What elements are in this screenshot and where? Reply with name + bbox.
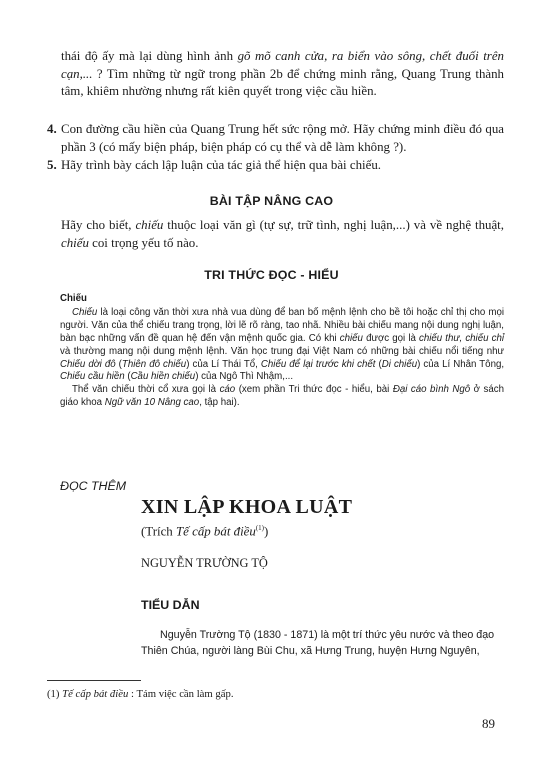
footnote-divider: [47, 680, 141, 681]
question-number: 4.: [47, 122, 57, 136]
knowledge-text: , tập hai).: [199, 397, 240, 409]
knowledge-text: ở sách giáo khoa: [60, 384, 504, 409]
article-subtitle: [141, 524, 268, 539]
knowledge-heading: TRI THỨC ĐỌC - HIỂU: [204, 268, 339, 282]
knowledge-italic-term: Đại cáo bình Ngô: [392, 384, 471, 396]
knowledge-paragraph-1: [60, 307, 504, 384]
knowledge-body: [60, 293, 504, 410]
question-4: [47, 121, 504, 156]
question-text: Con đường cầu hiền của Quang Trung hết sức rộng mở. Hãy chứng minh điều đó qua phần 3 (có mấy biện pháp, biện pháp có cụ thể và dễ làm không ?).: [61, 122, 504, 154]
further-reading-label: ĐỌC THÊM: [60, 479, 127, 493]
knowledge-term: Chiếu: [60, 293, 87, 304]
knowledge-text: (: [124, 371, 131, 383]
knowledge-italic-term: chiếu thư, chiếu chỉ: [419, 332, 504, 344]
question-5: [47, 157, 504, 175]
knowledge-italic-term: Chiếu cầu hiền: [60, 371, 125, 383]
knowledge-text: là loại công văn thời xưa nhà vua dùng để ban bố mệnh lệnh cho bề tôi hoặc chỉ thị cho mọi người. Văn của thể chiếu trang trọng, lời lẽ rõ ràng, tao nhã. Nhiều bài chiếu mang nội dung nghị luận, bàn bạc những vấn đề quan hệ đến vận mệnh quốc gia. Có khi: [60, 306, 504, 344]
knowledge-italic-term: Thiên đô chiếu: [121, 358, 187, 370]
page-number: 89: [482, 716, 495, 731]
knowledge-italic-term: Cầu hiền chiếu: [130, 371, 196, 383]
knowledge-italic-term: Chiếu: [72, 306, 98, 318]
knowledge-text: (: [115, 358, 122, 370]
knowledge-text: ) của Ngô Thì Nhậm,...: [195, 371, 294, 383]
exercise-text: coi trọng yếu tố nào.: [88, 235, 199, 250]
paragraph-text-end: ? Tìm những từ ngữ trong phần 2b để chứng minh rằng, Quang Trung thành tâm, khiêm nhường nhưng rất kiên quyết trong việc cầu hiền.: [61, 66, 504, 98]
knowledge-italic-term: Di chiếu: [381, 358, 418, 370]
exercise-term: chiếu: [61, 235, 89, 250]
footnote: [47, 688, 234, 700]
advanced-exercise: [61, 217, 504, 252]
knowledge-italic-term: Chiếu để lại trước khi chết: [260, 358, 376, 370]
subtitle-text: ): [264, 524, 269, 539]
knowledge-text: và thường mang nội dung mệnh lệnh. Văn học trung đại Việt Nam có những bài chiếu nổi tiếng như: [60, 345, 504, 357]
knowledge-italic-term: chiếu: [339, 332, 363, 344]
footnote-marker: (1): [47, 688, 63, 700]
advanced-heading: BÀI TẬP NÂNG CAO: [209, 194, 334, 208]
knowledge-text: Thể văn chiếu thời cổ xưa gọi là: [72, 384, 220, 396]
knowledge-text: (xem phần Tri thức đọc - hiểu, bài: [235, 384, 393, 396]
article-title: XIN LẬP KHOA LUẬT: [141, 496, 353, 518]
exercise-text: thuộc loại văn gì (tự sự, trữ tình, nghị luận,...) và về nghệ thuật,: [163, 218, 504, 232]
knowledge-italic-term: Chiếu dời đô: [60, 358, 116, 370]
footnote-term: Tế cấp bát điều: [62, 688, 129, 700]
knowledge-text: ) của Lí Thái Tổ,: [186, 358, 261, 370]
exercise-text: Hãy cho biết,: [61, 218, 136, 232]
question-number: 5.: [47, 158, 57, 172]
footnote-ref: (1): [255, 524, 264, 532]
subtitle-source: Tế cấp bát điều: [175, 524, 256, 539]
article-author: NGUYỄN TRƯỜNG TỘ: [141, 556, 268, 570]
paragraph-text: thái độ ấy mà lại dùng hình ảnh: [61, 49, 238, 63]
footnote-text: : Tám việc cần làm gấp.: [128, 688, 234, 700]
continued-paragraph: [61, 48, 504, 101]
paragraph-italic-phrase: gõ mõ canh cửa, ra biển vào sông, chết đuối trên cạn,...: [61, 49, 504, 81]
knowledge-italic-term: cáo: [219, 384, 236, 396]
knowledge-text: được gọi là: [362, 332, 419, 344]
knowledge-italic-term: Ngữ văn 10 Nâng cao: [104, 397, 200, 409]
subtitle-text: (Trích: [141, 524, 176, 539]
intro-line-2: Thiên Chúa, người làng Bùi Chu, xã Hưng Trung, huyện Hưng Nguyên,: [141, 645, 480, 657]
knowledge-text: ) của Lí Nhân Tông,: [417, 358, 505, 370]
knowledge-text: (: [375, 358, 382, 370]
intro-heading: TIỂU DẪN: [141, 598, 200, 612]
exercise-term: chiếu: [135, 218, 164, 232]
intro-line-1: Nguyễn Trường Tộ (1830 - 1871) là một trí thức yêu nước và theo đạo: [160, 629, 495, 641]
question-text: Hãy trình bày cách lập luận của tác giả thể hiện qua bài chiếu.: [61, 158, 381, 172]
knowledge-paragraph-2: [60, 384, 504, 410]
